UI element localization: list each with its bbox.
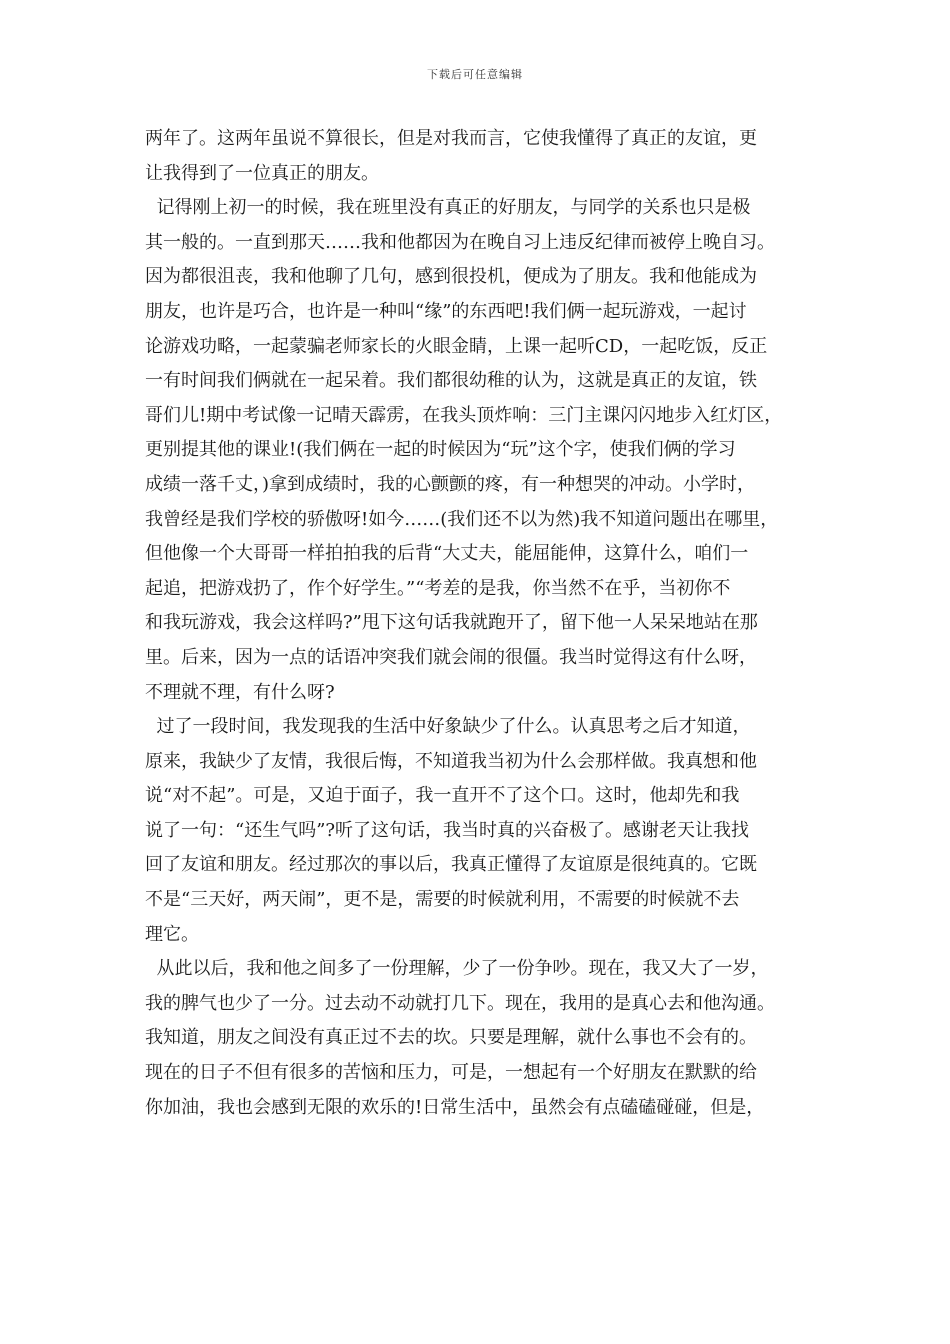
- document-body: [145, 122, 807, 1125]
- paragraph-2: 记得刚上初一的时候，我在班里没有真正的好朋友，与同学的关系也只是极 其一般的。一直到那天……我和他都因为在晚自习上违反纪律而被停上晚自习。 因为都很沮丧，我和他聊了几句，感到很投机，便成为了朋友。我和他能成为 朋友，也许是巧合，也许是一种叫“缘”的东西吧!我们俩一起玩游戏，一起讨 论游戏功略，一起蒙骗老师家长的火眼金睛，上课一起听CD，一起吃饭，反正 一有时间我们俩就在一起呆着。我们都很幼稚的认为，这就是真正的友谊，铁 哥们儿!期中考试像一记晴天霹雳，在我头顶炸响：三门主课闪闪地步入红灯区， 更别提其他的课业!(我们俩在一起的时候因为“玩”这个字，使我们俩的学习 成绩一落千丈，)拿到成绩时，我的心颤颤的疼，有一种想哭的冲动。小学时， 我曾经是我们学校的骄傲呀!如今……(我们还不以为然)我不知道问题出在哪里， 但他像一个大哥哥一样拍拍我的后背“大丈夫，能屈能伸，这算什么，咱们一 起追，把游戏扔了，作个好学生。”“考差的是我，你当然不在乎，当初你不 和我玩游戏，我会这样吗?”甩下这句话我就跑开了，留下他一人呆呆地站在那 里。后来，因为一点的话语冲突我们就会闹的很僵。我当时觉得这有什么呀， 不理就不理，有什么呀?: [145, 197, 783, 703]
- paragraph-1: 两年了。这两年虽说不算很长，但是对我而言，它使我懂得了真正的友谊，更 让我得到了一位真正的朋友。: [145, 128, 757, 184]
- paragraph-4: 从此以后，我和他之间多了一份理解，少了一份争吵。现在，我又大了一岁， 我的脾气也少了一分。过去动不动就打几下。现在，我用的是真心去和他沟通。 我知道，朋友之间没有真正过不去的坎。只要是理解，就什么事也不会有的。 现在的日子不但有很多的苦恼和压力，可是，一想起有一个好朋友在默默的给 你加油，我也会感到无限的欢乐的!日常生活中，虽然会有点磕磕碰碰，但是，: [145, 958, 775, 1118]
- paragraph-3: 过了一段时间，我发现我的生活中好象缺少了什么。认真思考之后才知道， 原来，我缺少了友情，我很后悔，不知道我当初为什么会那样做。我真想和他 说“对不起”。可是，又迫于面子，我一直开不了这个口。这时，他却先和我 说了一句：“还生气吗”?听了这句话，我当时真的兴奋极了。感谢老天让我找 回了友谊和朋友。经过那次的事以后，我真正懂得了友谊原是很纯真的。它既 不是“三天好，两天闹”，更不是，需要的时候就利用，不需要的时候就不去 理它。: [145, 716, 757, 945]
- page-header-note: 下载后可任意编辑: [427, 68, 523, 81]
